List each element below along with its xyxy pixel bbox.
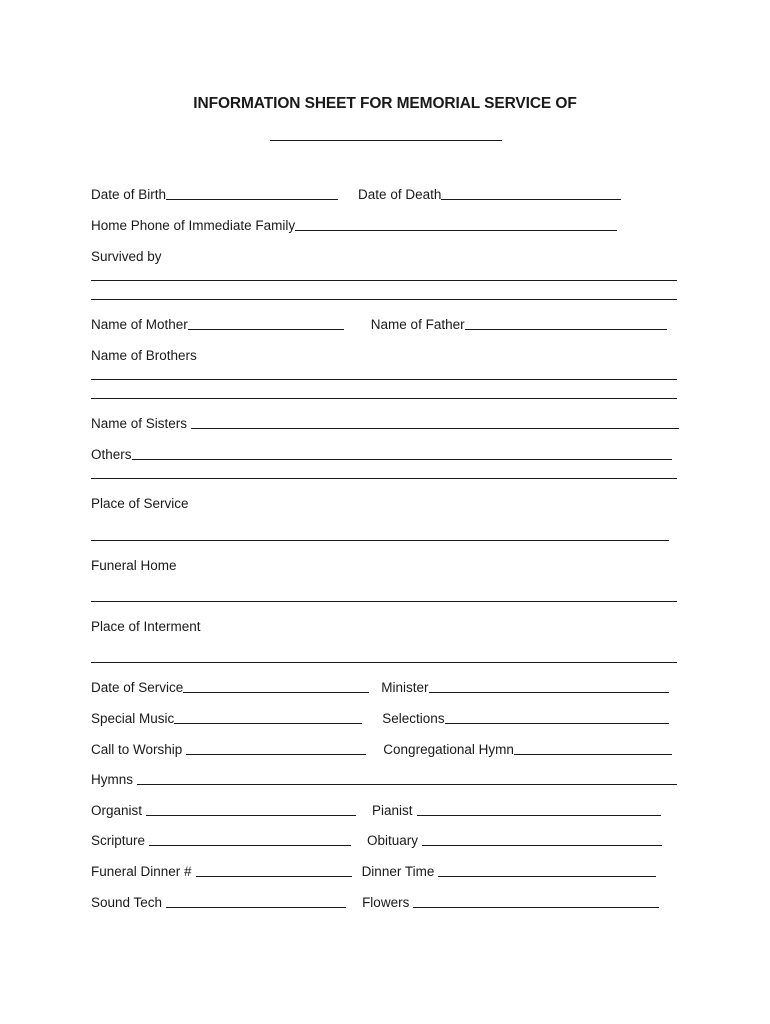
hymns-row — [91, 770, 677, 788]
worship-hymn-row — [91, 740, 672, 758]
date-of-death-label: Date of Death — [358, 187, 442, 202]
minister-blank[interactable] — [429, 692, 669, 693]
flowers-blank[interactable] — [413, 907, 659, 908]
name-of-sisters-blank[interactable] — [191, 428, 679, 429]
hymns-blank[interactable] — [137, 784, 677, 785]
survived-by-blank-2[interactable] — [91, 299, 677, 300]
scripture-blank[interactable] — [149, 845, 351, 846]
scripture-obituary-row — [91, 831, 662, 849]
selections-blank[interactable] — [445, 723, 669, 724]
others-label: Others — [91, 447, 132, 462]
place-of-service-blank[interactable] — [91, 540, 669, 541]
name-of-brothers-label: Name of Brothers — [91, 348, 197, 363]
dinner-time-label: Dinner Time — [361, 864, 435, 879]
place-of-interment-row — [91, 617, 201, 635]
name-of-father-blank[interactable] — [465, 329, 667, 330]
parents-row — [91, 315, 667, 333]
name-of-mother-label: Name of Mother — [91, 317, 188, 332]
funeral-dinner-blank[interactable] — [196, 876, 352, 877]
sisters-row — [91, 414, 679, 432]
service-minister-row — [91, 678, 669, 696]
organist-pianist-row — [91, 801, 661, 819]
others-blank[interactable] — [132, 459, 672, 460]
call-to-worship-blank[interactable] — [186, 754, 366, 755]
dinner-row — [91, 862, 656, 880]
name-of-sisters-label: Name of Sisters — [91, 416, 188, 431]
dinner-time-blank[interactable] — [438, 876, 656, 877]
soundtech-flowers-row — [91, 893, 659, 911]
scripture-label: Scripture — [91, 833, 146, 848]
obituary-blank[interactable] — [422, 845, 662, 846]
name-of-mother-blank[interactable] — [188, 329, 344, 330]
deceased-name-blank[interactable] — [270, 140, 502, 141]
organist-blank[interactable] — [146, 815, 356, 816]
place-of-service-row — [91, 494, 189, 512]
place-of-interment-blank[interactable] — [91, 662, 677, 663]
call-to-worship-label: Call to Worship — [91, 742, 183, 757]
date-of-birth-label: Date of Birth — [91, 187, 167, 202]
funeral-home-row — [91, 556, 177, 574]
home-phone-blank[interactable] — [295, 230, 617, 231]
place-of-interment-label: Place of Interment — [91, 619, 201, 634]
funeral-home-label: Funeral Home — [91, 558, 177, 573]
form-title: INFORMATION SHEET FOR MEMORIAL SERVICE OF — [193, 95, 577, 112]
date-of-service-blank[interactable] — [183, 692, 369, 693]
brothers-blank-1[interactable] — [91, 379, 677, 380]
others-row — [91, 445, 672, 463]
congregational-hymn-blank[interactable] — [514, 754, 672, 755]
organist-label: Organist — [91, 803, 143, 818]
brothers-row — [91, 346, 197, 364]
funeral-dinner-label: Funeral Dinner # — [91, 864, 192, 879]
special-music-blank[interactable] — [174, 723, 362, 724]
survived-by-label: Survived by — [91, 249, 162, 264]
survived-by-row — [91, 247, 162, 265]
sound-tech-blank[interactable] — [166, 907, 346, 908]
name-of-father-label: Name of Father — [370, 317, 465, 332]
sound-tech-label: Sound Tech — [91, 895, 163, 910]
funeral-home-blank[interactable] — [91, 601, 677, 602]
home-phone-row — [91, 216, 617, 234]
flowers-label: Flowers — [362, 895, 410, 910]
birth-death-row — [91, 185, 621, 203]
obituary-label: Obituary — [367, 833, 419, 848]
pianist-blank[interactable] — [417, 815, 661, 816]
brothers-blank-2[interactable] — [91, 398, 677, 399]
date-of-death-blank[interactable] — [441, 199, 621, 200]
music-selections-row — [91, 709, 669, 727]
selections-label: Selections — [382, 711, 445, 726]
date-of-service-label: Date of Service — [91, 680, 184, 695]
survived-by-blank-1[interactable] — [91, 280, 677, 281]
special-music-label: Special Music — [91, 711, 175, 726]
others-blank-2[interactable] — [91, 478, 677, 479]
home-phone-label: Home Phone of Immediate Family — [91, 218, 296, 233]
place-of-service-label: Place of Service — [91, 496, 189, 511]
date-of-birth-blank[interactable] — [166, 199, 338, 200]
hymns-label: Hymns — [91, 772, 134, 787]
minister-label: Minister — [381, 680, 429, 695]
pianist-label: Pianist — [372, 803, 413, 818]
congregational-hymn-label: Congregational Hymn — [383, 742, 514, 757]
